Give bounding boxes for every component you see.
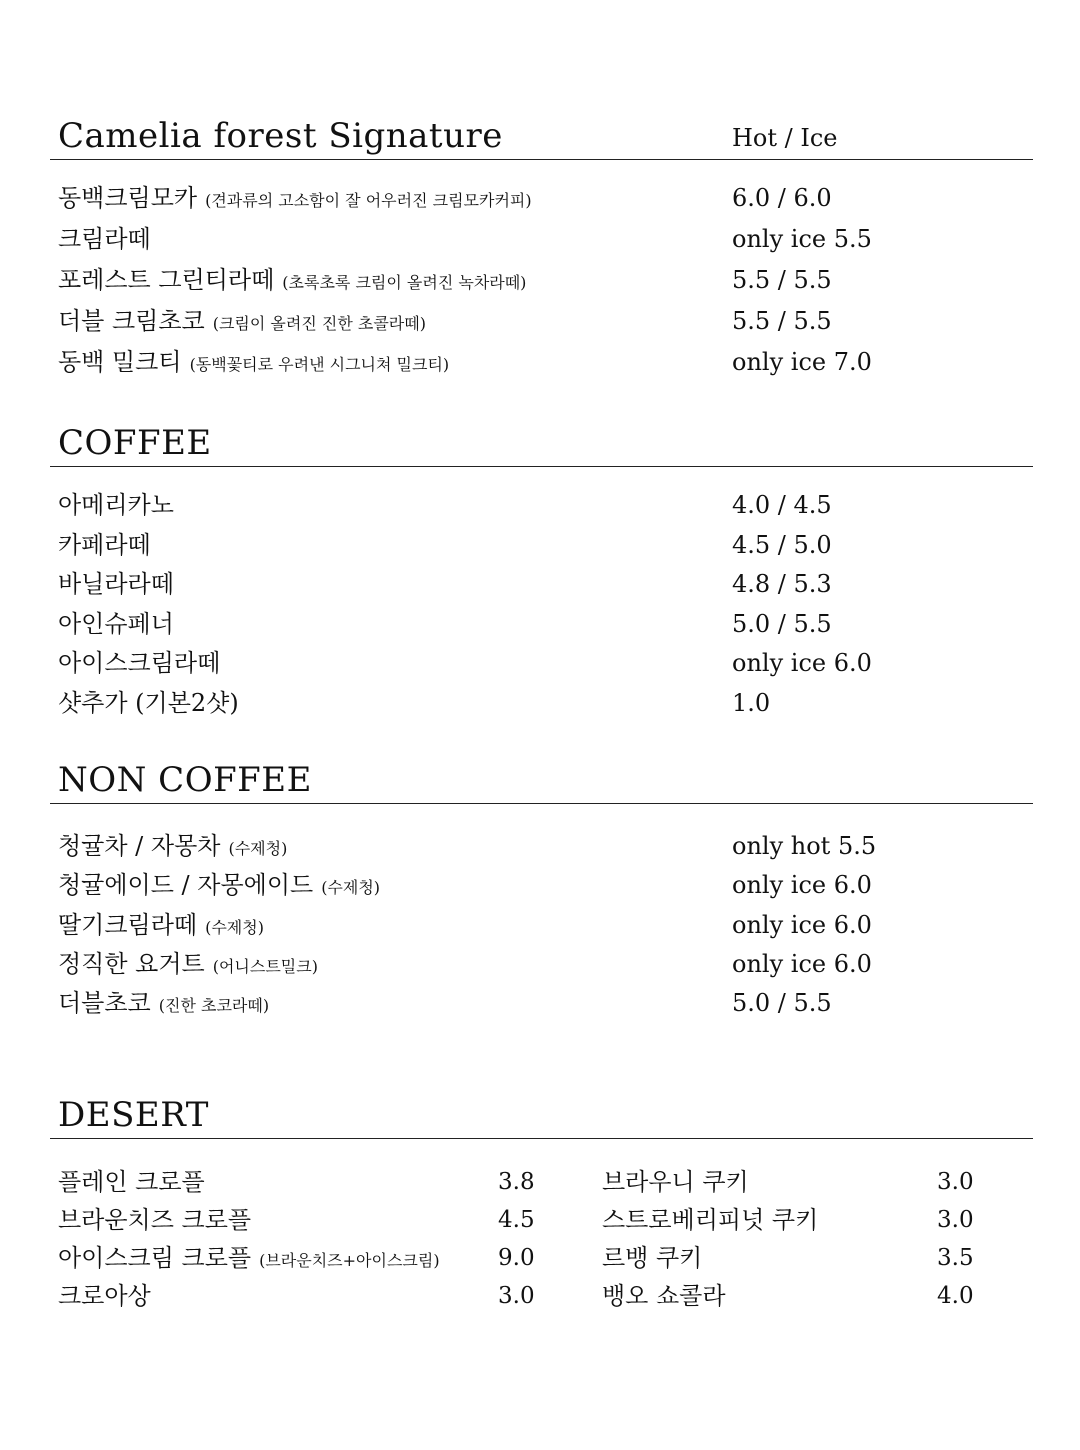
item-name: 아이스크림라떼 (58, 649, 221, 677)
item-name: 르뱅 쿠키 (602, 1244, 703, 1272)
item-price: 5.5 / 5.5 (732, 307, 832, 335)
item-note: (수제청) (321, 878, 381, 897)
menu-item (0, 1163, 540, 1201)
section-title: Camelia forest Signature (58, 116, 503, 156)
item-name: 아메리카노 (58, 491, 174, 519)
section-divider (50, 159, 1033, 160)
item-note: (수제청) (205, 917, 264, 937)
menu-item (0, 564, 1080, 604)
item-name-wrap (58, 905, 264, 948)
item-name-wrap (58, 301, 426, 344)
item-name-wrap (58, 1277, 151, 1315)
item-price: 4.0 / 4.5 (732, 491, 832, 519)
menu-item (540, 1163, 1080, 1201)
item-note: (초록초록 크림이 올려진 녹차라떼) (282, 273, 527, 292)
item-note: (진한 초코라떼) (158, 995, 270, 1015)
menu-item (0, 643, 1080, 683)
menu-item (0, 826, 1080, 866)
section-divider (50, 1138, 1033, 1139)
item-name: 딸기크림라떼 (58, 910, 198, 939)
section-divider (50, 803, 1033, 804)
item-name: 아이스크림 크로플 (58, 1244, 252, 1272)
item-note: (어니스트밀크) (212, 957, 318, 976)
item-name: 뱅오 쇼콜라 (602, 1282, 726, 1310)
item-price: 4.8 / 5.3 (732, 570, 832, 598)
item-name-wrap (58, 944, 318, 987)
item-price: 6.0 / 6.0 (732, 184, 832, 212)
item-price: only hot 5.5 (732, 832, 877, 860)
item-name-wrap (58, 219, 151, 259)
menu-item (0, 865, 1080, 905)
item-price: 4.0 (937, 1283, 974, 1309)
menu-item (540, 1277, 1080, 1315)
item-name: 청귤차 / 자몽차 (58, 832, 221, 860)
item-name: 바닐라라떼 (58, 570, 174, 598)
section-title: DESERT (58, 1095, 209, 1135)
menu-item (0, 905, 1080, 945)
item-price: only ice 6.0 (732, 950, 872, 978)
item-name: 스트로베리피넛 쿠키 (602, 1206, 819, 1234)
item-name-wrap (58, 178, 532, 221)
item-price: 4.5 (498, 1207, 535, 1233)
item-note: (견과류의 고소함이 잘 어우러진 크림모카커피) (205, 191, 532, 210)
section-header (0, 116, 1080, 160)
item-name-wrap (58, 865, 380, 908)
item-name: 브라우니 쿠키 (602, 1168, 749, 1196)
item-price: 3.0 (937, 1207, 974, 1233)
item-price: only ice 5.5 (732, 225, 872, 253)
item-name-wrap (58, 826, 287, 869)
item-price: only ice 6.0 (732, 649, 872, 677)
menu-item (0, 1277, 540, 1315)
menu-item (0, 485, 1080, 525)
item-note: (크림이 올려진 진한 초콜라떼) (212, 314, 426, 333)
menu-item (0, 1239, 540, 1277)
item-name-wrap (58, 342, 449, 385)
section-header (0, 1095, 1080, 1139)
item-name: 포레스트 그린티라떼 (58, 266, 275, 294)
item-name: 더블초코 (58, 988, 151, 1017)
item-name-wrap (58, 1201, 251, 1239)
menu-item (0, 525, 1080, 565)
section-title: NON COFFEE (58, 760, 312, 800)
menu-item (0, 219, 1080, 259)
item-price: only ice 6.0 (732, 871, 872, 899)
item-name: 샷추가 (기본2샷) (58, 688, 239, 717)
item-name: 브라운치즈 크로플 (58, 1206, 252, 1234)
item-name-wrap (58, 1163, 205, 1201)
menu-item (0, 342, 1080, 382)
section-divider (50, 466, 1033, 467)
item-price: 5.0 / 5.5 (732, 988, 832, 1017)
section-header (0, 760, 1080, 804)
item-name: 더블 크림초코 (58, 307, 205, 335)
menu-item (0, 944, 1080, 984)
item-name: 청귤에이드 / 자몽에이드 (58, 871, 314, 899)
item-name: 동백크림모카 (58, 184, 198, 212)
item-price: 3.0 (498, 1283, 535, 1309)
item-name-wrap (58, 260, 526, 303)
item-price: 1.0 (732, 688, 771, 717)
item-name: 카페라떼 (58, 530, 151, 559)
hot-ice-label: Hot / Ice (732, 124, 838, 152)
item-name-wrap (58, 983, 269, 1026)
menu-item (540, 1201, 1080, 1239)
item-note: (수제청) (228, 839, 288, 858)
item-name-wrap (58, 1239, 440, 1280)
item-name: 플레인 크로플 (58, 1168, 205, 1196)
item-price: 3.5 (937, 1245, 974, 1271)
item-price: 5.5 / 5.5 (732, 266, 832, 294)
item-note: (동백꽃티로 우려낸 시그니쳐 밀크티) (189, 355, 450, 374)
menu-item (0, 983, 1080, 1023)
item-price: only ice 6.0 (732, 910, 872, 939)
item-price: 5.0 / 5.5 (732, 609, 832, 638)
menu-item (540, 1239, 1080, 1277)
item-price: 4.5 / 5.0 (732, 530, 832, 559)
item-name: 크로아상 (58, 1282, 151, 1310)
item-price: 9.0 (498, 1245, 535, 1271)
item-name: 아인슈페너 (58, 609, 174, 638)
item-price: 3.0 (937, 1169, 974, 1195)
item-name: 동백 밀크티 (58, 348, 182, 376)
menu-item (0, 301, 1080, 341)
menu-item (0, 604, 1080, 644)
section-title: COFFEE (58, 423, 212, 463)
menu-item (0, 260, 1080, 300)
menu-item (0, 683, 1080, 723)
menu-item (0, 178, 1080, 218)
item-price: only ice 7.0 (732, 348, 872, 376)
item-name: 정직한 요거트 (58, 950, 205, 978)
section-header (0, 423, 1080, 467)
item-price: 3.8 (498, 1169, 535, 1195)
item-note: (브라운치즈+아이스크림) (259, 1251, 440, 1270)
menu-item (0, 1201, 540, 1239)
item-name: 크림라떼 (58, 225, 151, 253)
